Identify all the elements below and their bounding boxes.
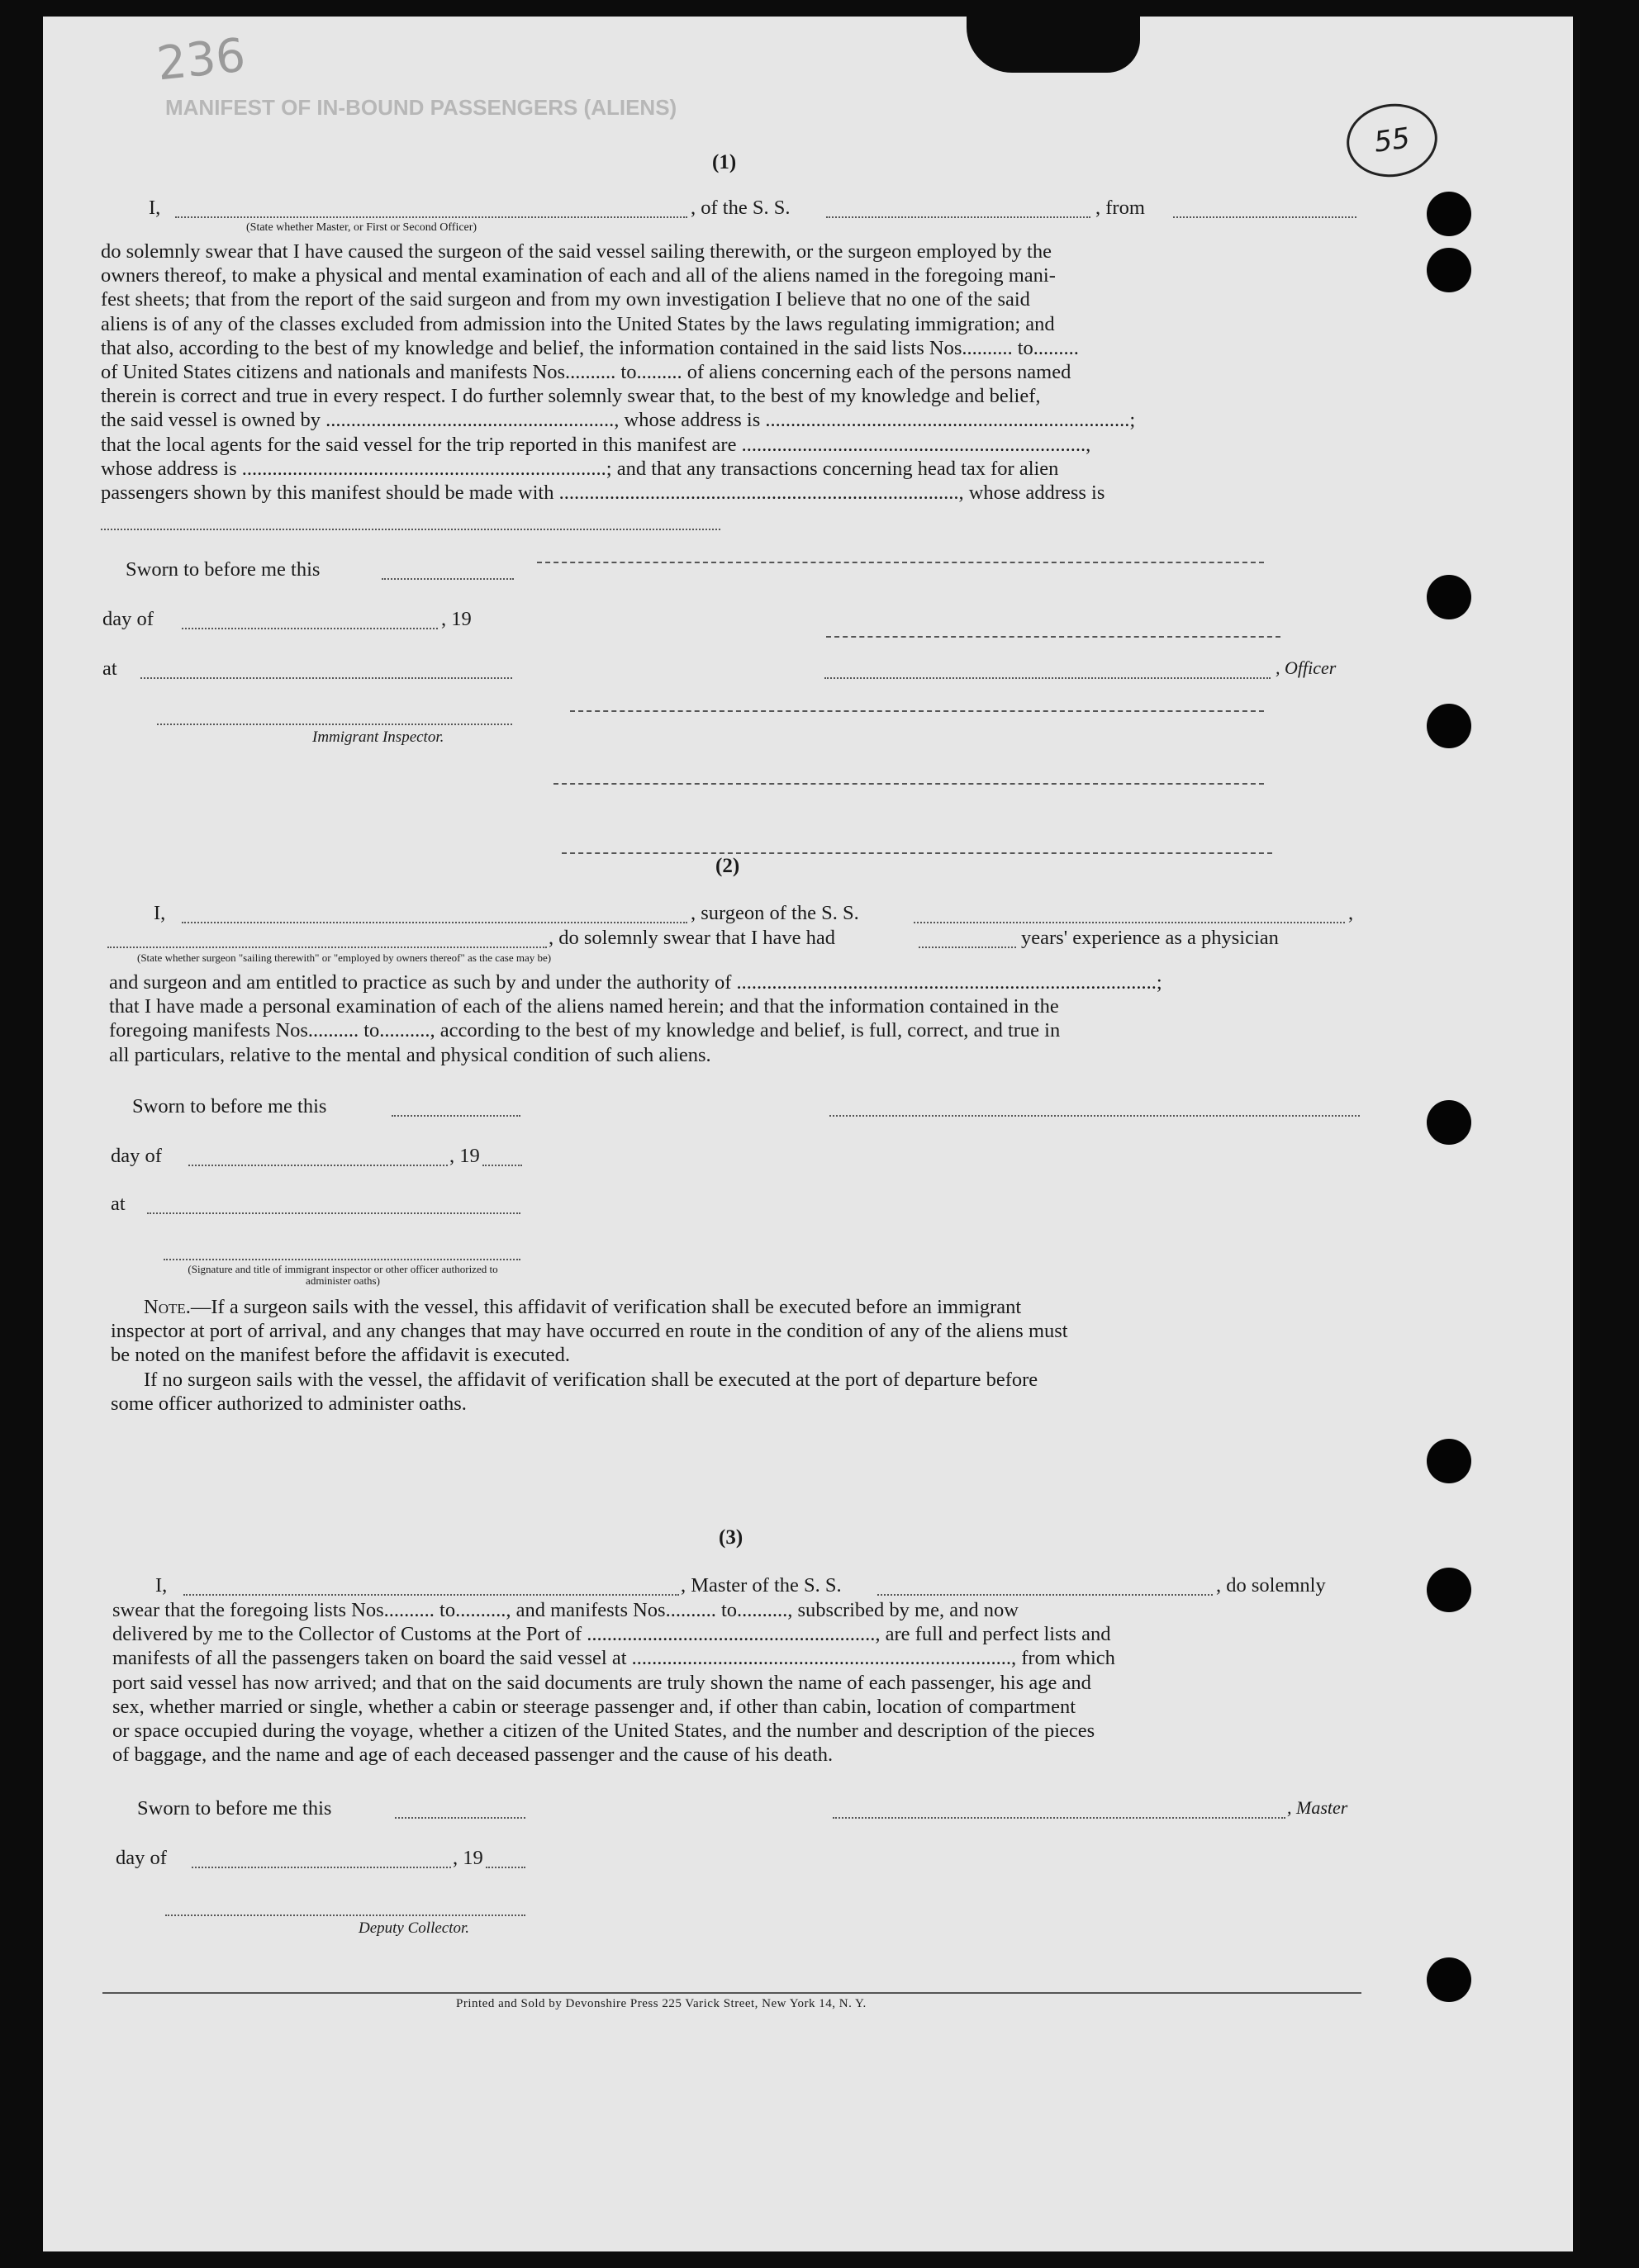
address-field[interactable]	[101, 529, 720, 530]
s2-swear-label: , do solemnly swear that I have had	[549, 927, 835, 949]
s2-sworn-day-field[interactable]	[392, 1115, 520, 1117]
section-1-paragraph: do solemnly swear that I have caused the surgeon of the said vessel sailing therewith, or the surgeon employed by the owners thereof, to make a physical and mental examination of each and all of the aliens named in the foregoing mani- fest sheets; that from the report of the said surgeon and from my own investigation I believe that no one of the said aliens is of any of the classes excluded from admission into the United States by the laws regulating immigration; and that also, according to the best of my knowledge and belief, the information contained in the said lists Nos.......... to......... of United States citizens and nationals and manifests Nos.......... to......... of aliens concerning each of the persons named therein is correct and true in every respect. I do further solemnly swear that, to the best of my knowledge and belief, the said vessel is owned by ........................................................., whose address is ........................................................................; that the local agents for the said vessel for the trip reported in this manifest are ...................................................................., whose address is ........................................................................; and that any transactions concerning head tax for alien passengers shown by this manifest should be made with ..............................................................................., whose address is	[101, 240, 1136, 505]
s2-month-field[interactable]	[188, 1165, 448, 1166]
s1-place-field[interactable]	[140, 677, 512, 679]
s1-sworn-day-field[interactable]	[382, 578, 514, 580]
footer-rule	[102, 1992, 1361, 1994]
officer-name-field[interactable]	[175, 216, 687, 218]
s2-signature-caption: (Signature and title of immigrant inspector or other officer authorized to administer oaths)	[188, 1263, 498, 1287]
departure-port-field[interactable]	[1173, 216, 1356, 218]
collector-signature-field[interactable]	[165, 1915, 525, 1916]
officer-label: , Officer	[1276, 657, 1337, 678]
binder-hole	[1427, 1100, 1471, 1145]
page-number-circle: 55	[1342, 98, 1442, 183]
inspector-signature-field[interactable]	[157, 724, 512, 725]
surgeon-name-field[interactable]	[182, 922, 687, 923]
s1-day-of-label: day of	[102, 608, 154, 630]
s2-i-label: I,	[154, 902, 166, 924]
note-label: Note.	[144, 1296, 191, 1318]
printer-imprint: Printed and Sold by Devonshire Press 225 Varick Street, New York 14, N. Y.	[456, 1997, 867, 2010]
s2-vessel-field[interactable]	[914, 922, 1345, 923]
section-1-heading: (1)	[712, 151, 737, 173]
s3-day-of-label: day of	[116, 1847, 167, 1869]
s2-at-label: at	[111, 1193, 126, 1215]
note-paragraph: Note.—If a surgeon sails with the vessel, this affidavit of verification shall be executed before an immigrant inspector at port of arrival, and any changes that may have occurred en route in the condition of any of the aliens must be noted on the manifest before the affidavit is executed. If no surgeon sails with the vessel, the affidavit of verification shall be executed at the port of departure before some officer authorized to administer oaths.	[111, 1296, 1068, 1415]
binder-hole	[1427, 1568, 1471, 1612]
s3-sworn-label: Sworn to before me this	[137, 1797, 332, 1820]
s2-inspector-signature-field[interactable]	[164, 1259, 520, 1260]
s2-day-of-label: day of	[111, 1145, 162, 1167]
torn-edge	[967, 17, 1140, 73]
s1-ruled-line	[570, 710, 1264, 712]
master-name-field[interactable]	[183, 1594, 679, 1596]
faded-header: MANIFEST OF IN-BOUND PASSENGERS (ALIENS)	[165, 95, 677, 120]
s1-month-field[interactable]	[182, 628, 438, 629]
s2-signature-field[interactable]	[829, 1115, 1360, 1117]
s1-signature-line[interactable]	[537, 562, 1264, 563]
s1-of-ss-label: , of the S. S.	[691, 197, 791, 219]
s3-year-label: , 19	[453, 1847, 483, 1869]
years-experience-field[interactable]	[919, 947, 1016, 948]
s3-master-label: , Master of the S. S.	[681, 1574, 842, 1597]
s2-sworn-label: Sworn to before me this	[132, 1095, 327, 1117]
s2-comma: ,	[1348, 902, 1354, 924]
s2-place-field[interactable]	[147, 1212, 520, 1214]
vessel-name-field[interactable]	[826, 216, 1090, 218]
s2-years-label: years' experience as a physician	[1021, 927, 1279, 949]
s1-year-label: , 19	[441, 608, 472, 630]
surgeon-caption: (State whether surgeon "sailing therewith" or "employed by owners thereof" as the case may be)	[137, 951, 552, 964]
s1-i-label: I,	[149, 197, 161, 219]
s1-signature-line-2[interactable]	[826, 636, 1280, 638]
inspector-caption: Immigrant Inspector.	[312, 728, 444, 746]
section-2-heading: (2)	[715, 855, 740, 877]
surgeon-status-field[interactable]	[107, 947, 547, 948]
officer-caption: (State whether Master, or First or Second Officer)	[246, 221, 477, 234]
section-3-paragraph: swear that the foregoing lists Nos.......... to.........., and manifests Nos.......... to.........., subscribed by me, and now delivered by me to the Collector of Customs at the Port of ........................................................., are full and perfect lists and manifests of all the passengers taken on board the said vessel at ..........................................................................., from which port said vessel has now arrived; and that on the said documents are truly shown the name of each passenger, his age and sex, whether married or single, whether a cabin or steerage passenger and, if other than cabin, location of compartment or space occupied during the voyage, whether a citizen of the United States, and the number and description of the pieces of baggage, and the name and age of each deceased passenger and the cause of his death.	[112, 1599, 1115, 1767]
binder-hole	[1427, 192, 1471, 236]
s1-at-label: at	[102, 657, 117, 680]
s1-ruled-line	[562, 852, 1272, 854]
binder-hole	[1427, 575, 1471, 619]
binder-hole	[1427, 248, 1471, 292]
officer-signature-field[interactable]	[824, 677, 1271, 679]
s1-ruled-line	[553, 783, 1264, 785]
s3-master-sig-label: , Master	[1287, 1797, 1348, 1818]
collector-caption: Deputy Collector.	[359, 1919, 470, 1937]
stamp-number: 236	[154, 28, 248, 92]
s3-year-field[interactable]	[486, 1867, 525, 1868]
section-3-heading: (3)	[719, 1526, 743, 1549]
s3-month-field[interactable]	[192, 1867, 451, 1868]
s1-sworn-label: Sworn to before me this	[126, 558, 321, 581]
s3-vessel-field[interactable]	[877, 1594, 1213, 1596]
s2-year-field[interactable]	[482, 1165, 522, 1166]
binder-hole	[1427, 1957, 1471, 2002]
binder-hole	[1427, 1439, 1471, 1483]
s3-swear-label: , do solemnly	[1216, 1574, 1326, 1597]
section-2-paragraph: and surgeon and am entitled to practice as such by and under the authority of ...................................................................................; that I have made a personal examination of each of the aliens named herein; and that the information contained in the foregoing manifests Nos.......... to.........., according to the best of my knowledge and belief, is full, correct, and true in all particulars, relative to the mental and physical condition of such aliens.	[109, 971, 1162, 1066]
master-signature-field[interactable]	[833, 1817, 1285, 1819]
s3-sworn-day-field[interactable]	[395, 1817, 525, 1819]
s3-i-label: I,	[155, 1574, 168, 1597]
s2-surgeon-label: , surgeon of the S. S.	[691, 902, 859, 924]
binder-hole	[1427, 704, 1471, 748]
s1-from-label: , from	[1095, 197, 1145, 219]
s2-year-label: , 19	[449, 1145, 480, 1167]
